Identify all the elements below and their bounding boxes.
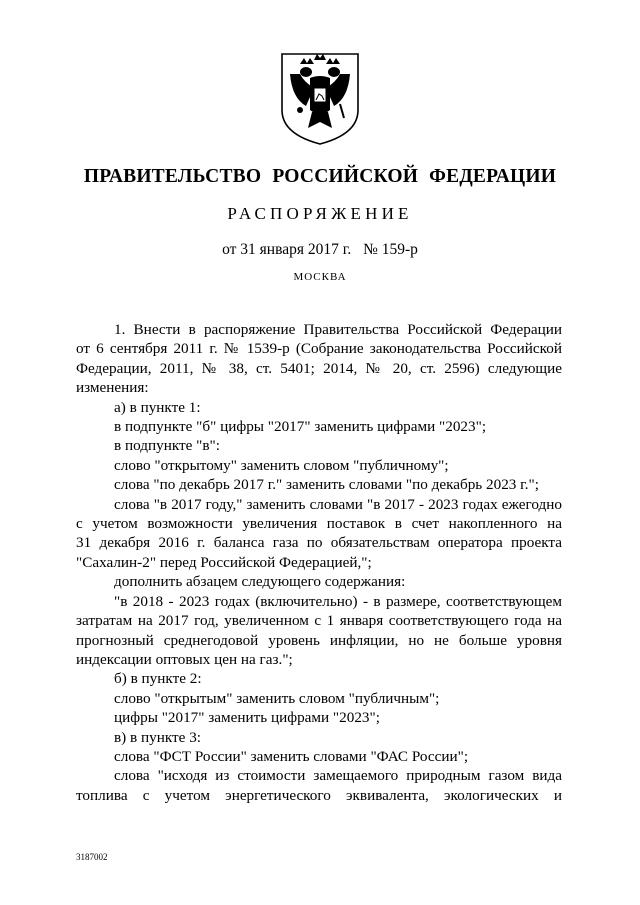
body-line: а) в пункте 1: bbox=[114, 398, 201, 416]
body-line: от 6 сентября 2011 г. № 1539-р (Собрание законодательства Российской bbox=[76, 340, 562, 358]
body-line: прогнозный среднегодовой уровень инфляции, но не больше уровня bbox=[76, 631, 562, 649]
document-code: 3187002 bbox=[76, 852, 108, 862]
body-line: в подпункте "б" цифры "2017" заменить цифрами "2023"; bbox=[114, 418, 487, 436]
body-line: слова "в 2017 году," заменить словами "в 2017 - 2023 годах ежегодно bbox=[114, 495, 562, 513]
document-city: МОСКВА bbox=[293, 271, 347, 283]
body-line: б) в пункте 2: bbox=[114, 670, 202, 688]
body-line: "в 2018 - 2023 годах (включительно) - в размере, соответствующем bbox=[114, 592, 562, 610]
government-title: ПРАВИТЕЛЬСТВО РОССИЙСКОЙ ФЕДЕРАЦИИ bbox=[83, 166, 557, 187]
body-line: в) в пункте 3: bbox=[114, 728, 202, 746]
document-type: РАСПОРЯЖЕНИЕ bbox=[227, 204, 413, 223]
body-line: в подпункте "в": bbox=[114, 437, 220, 455]
body-line: 1. Внести в распоряжение Правительства Российской Федерации bbox=[114, 321, 562, 338]
document-date: от 31 января 2017 г. bbox=[222, 241, 352, 258]
document-date-line bbox=[0, 241, 640, 259]
body-line: с учетом возможности увеличения поставок в счет накопленного на bbox=[76, 515, 562, 533]
body-line: слово "открытому" заменить словом "публичному"; bbox=[114, 456, 449, 474]
body-line: слова "исходя из стоимости замещаемого природным газом вида bbox=[114, 767, 562, 785]
body-line: слово "открытым" заменить словом "публичным"; bbox=[114, 689, 440, 707]
document-body bbox=[76, 320, 562, 805]
body-line: индексации оптовых цен на газ."; bbox=[76, 650, 293, 668]
body-line: Федерации, 2011, № 38, ст. 5401; 2014, № 20, ст. 2596) следующие bbox=[76, 359, 562, 377]
body-line: изменения: bbox=[76, 379, 149, 397]
body-line: "Сахалин-2" перед Российской Федерацией,"; bbox=[76, 553, 372, 571]
coat-of-arms-emblem bbox=[270, 48, 370, 148]
body-line: цифры "2017" заменить цифрами "2023"; bbox=[114, 709, 380, 727]
body-line: затратам на 2017 год, увеличенном с 1 января соответствующего года на bbox=[76, 612, 562, 630]
body-line: топлива с учетом энергетического эквивалента, экологических и bbox=[76, 786, 562, 804]
document-number: № 159-р bbox=[363, 241, 418, 258]
body-line: слова "по декабрь 2017 г." заменить словами "по декабрь 2023 г."; bbox=[114, 476, 539, 494]
body-line: слова "ФСТ России" заменить словами "ФАС России"; bbox=[114, 747, 469, 765]
body-line: 31 декабря 2016 г. баланса газа по обязательствам оператора проекта bbox=[76, 534, 562, 552]
body-line: дополнить абзацем следующего содержания: bbox=[114, 573, 406, 591]
